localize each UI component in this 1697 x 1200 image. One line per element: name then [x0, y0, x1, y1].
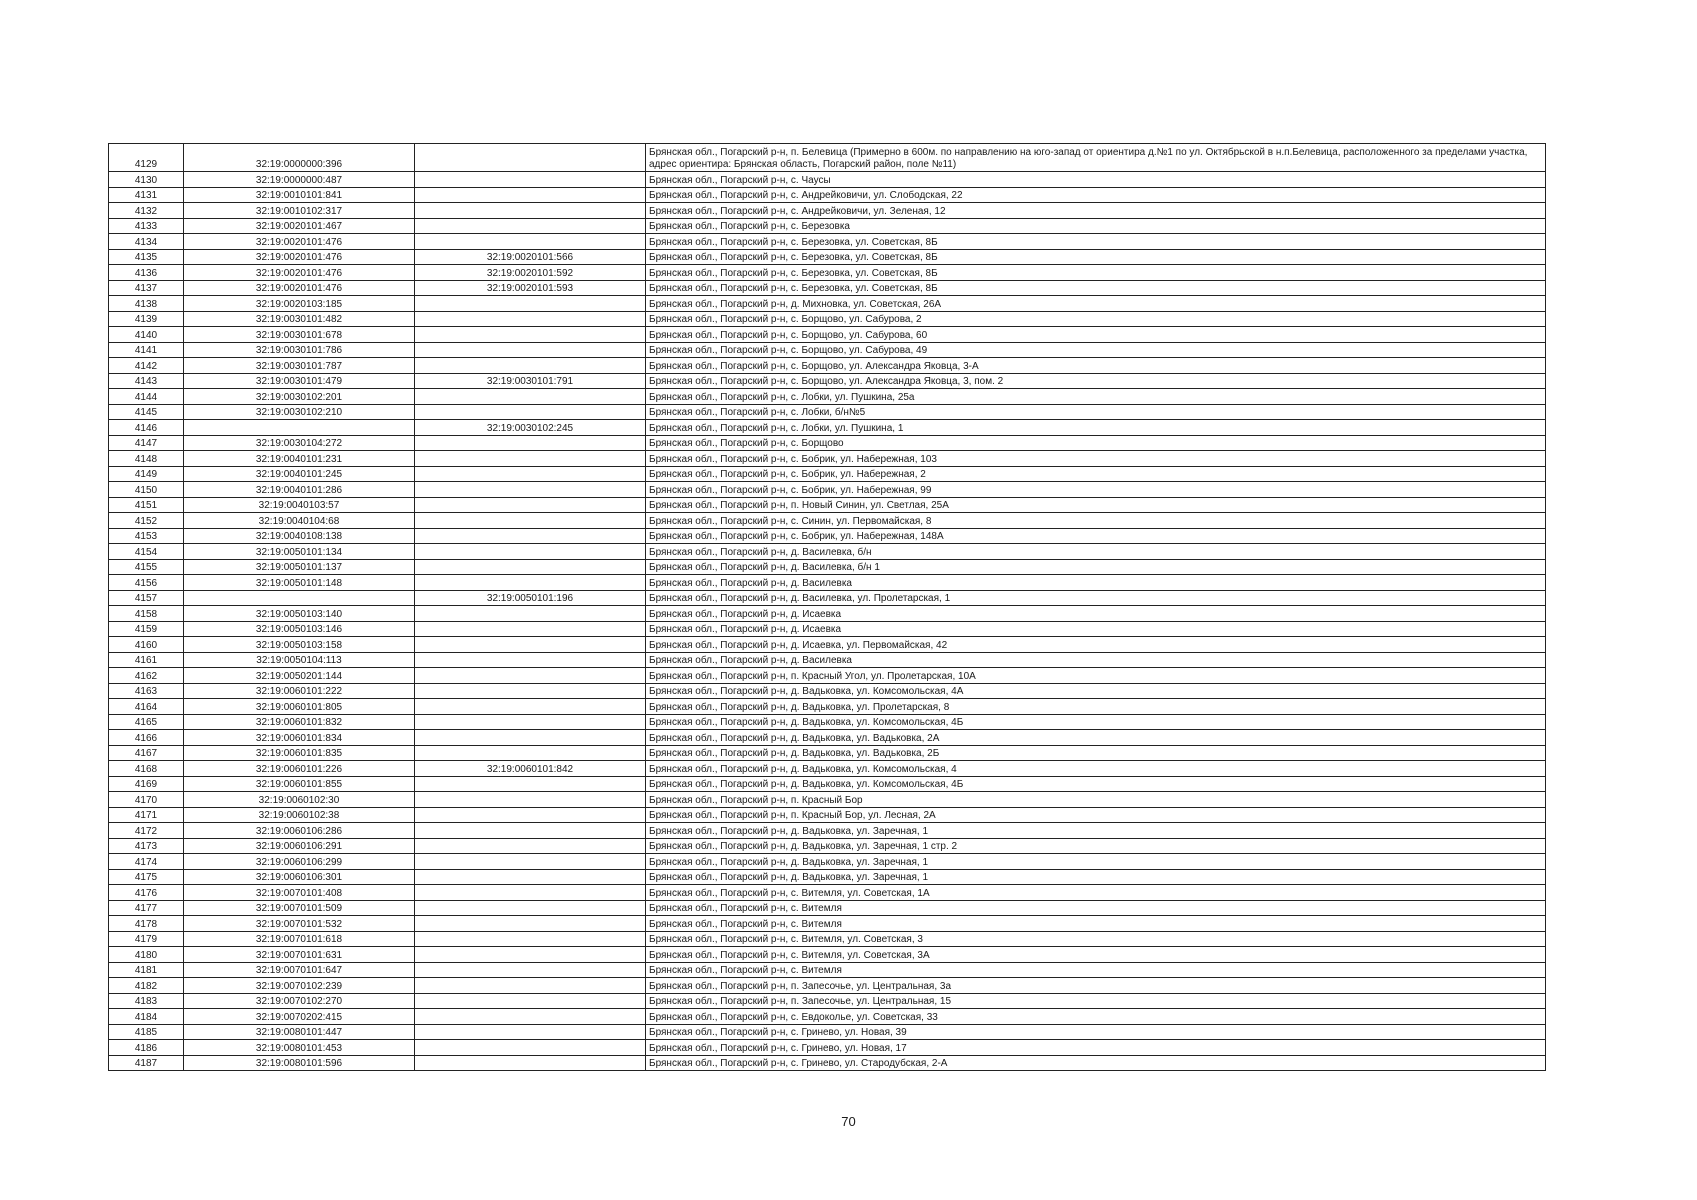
cadastral-number-2-cell: [415, 1024, 646, 1040]
table-row: [109, 1040, 1546, 1056]
row-number-cell: 4131: [109, 187, 184, 203]
row-number-cell: 4150: [109, 482, 184, 498]
table-row: [109, 931, 1546, 947]
table-row: [109, 823, 1546, 839]
row-number-cell: 4157: [109, 590, 184, 606]
row-number-cell: 4182: [109, 978, 184, 994]
cadastral-number-2-cell: [415, 1009, 646, 1025]
cadastral-number-cell: 32:19:0070102:239: [184, 978, 415, 994]
cadastral-number-cell: 32:19:0010102:317: [184, 203, 415, 219]
address-cell: Брянская обл., Погарский р-н, с. Витемля: [646, 962, 1546, 978]
cadastral-number-2-cell: [415, 637, 646, 653]
row-number-cell: 4138: [109, 296, 184, 312]
table-row: [109, 466, 1546, 482]
cadastral-number-2-cell: 32:19:0020101:593: [415, 280, 646, 296]
cadastral-number-2-cell: [415, 559, 646, 575]
cadastral-number-cell: 32:19:0060101:226: [184, 761, 415, 777]
table-row: [109, 187, 1546, 203]
row-number-cell: 4165: [109, 714, 184, 730]
table-row: [109, 993, 1546, 1009]
table-row: [109, 435, 1546, 451]
table-row: [109, 144, 1546, 172]
table-row: [109, 172, 1546, 188]
property-table: [108, 143, 1546, 1071]
cadastral-number-cell: 32:19:0070101:618: [184, 931, 415, 947]
cadastral-number-cell: 32:19:0050101:148: [184, 575, 415, 591]
row-number-cell: 4173: [109, 838, 184, 854]
address-cell: Брянская обл., Погарский р-н, с. Лобки, б/н№5: [646, 404, 1546, 420]
row-number-cell: 4176: [109, 885, 184, 901]
table-row: [109, 807, 1546, 823]
row-number-cell: 4153: [109, 528, 184, 544]
cadastral-number-cell: 32:19:0050101:134: [184, 544, 415, 560]
address-cell: Брянская обл., Погарский р-н, с. Березовка, ул. Советская, 8Б: [646, 249, 1546, 265]
row-number-cell: 4135: [109, 249, 184, 265]
address-cell: Брянская обл., Погарский р-н, д. Василевка, ул. Пролетарская, 1: [646, 590, 1546, 606]
row-number-cell: 4180: [109, 947, 184, 963]
row-number-cell: 4133: [109, 218, 184, 234]
cadastral-number-2-cell: [415, 900, 646, 916]
cadastral-number-cell: 32:19:0070202:415: [184, 1009, 415, 1025]
table-row: [109, 249, 1546, 265]
cadastral-number-2-cell: [415, 528, 646, 544]
table-row: [109, 280, 1546, 296]
row-number-cell: 4156: [109, 575, 184, 591]
address-cell: Брянская обл., Погарский р-н, д. Вадьковка, ул. Заречная, 1 стр. 2: [646, 838, 1546, 854]
cadastral-number-2-cell: [415, 435, 646, 451]
address-cell: Брянская обл., Погарский р-н, с. Андрейковичи, ул. Слободская, 22: [646, 187, 1546, 203]
table-row: [109, 885, 1546, 901]
table-row: [109, 683, 1546, 699]
table-row: [109, 544, 1546, 560]
table-row: [109, 900, 1546, 916]
cadastral-number-2-cell: 32:19:0020101:566: [415, 249, 646, 265]
table-row: [109, 652, 1546, 668]
table-row: [109, 1024, 1546, 1040]
cadastral-number-2-cell: [415, 296, 646, 312]
table-row: [109, 699, 1546, 715]
address-cell: Брянская обл., Погарский р-н, п. Запесочье, ул. Центральная, 3а: [646, 978, 1546, 994]
address-cell: Брянская обл., Погарский р-н, д. Исаевка, ул. Первомайская, 42: [646, 637, 1546, 653]
address-cell: Брянская обл., Погарский р-н, д. Василевка: [646, 652, 1546, 668]
address-cell: Брянская обл., Погарский р-н, с. Витемля, ул. Советская, 3А: [646, 947, 1546, 963]
address-cell: Брянская обл., Погарский р-н, д. Василевка: [646, 575, 1546, 591]
address-cell: Брянская обл., Погарский р-н, д. Исаевка: [646, 621, 1546, 637]
cadastral-number-cell: 32:19:0030101:482: [184, 311, 415, 327]
cadastral-number-2-cell: [415, 807, 646, 823]
cadastral-number-2-cell: [415, 730, 646, 746]
row-number-cell: 4179: [109, 931, 184, 947]
address-cell: Брянская обл., Погарский р-н, с. Витемля, ул. Советская, 1А: [646, 885, 1546, 901]
cadastral-number-2-cell: [415, 823, 646, 839]
cadastral-number-cell: 32:19:0040101:245: [184, 466, 415, 482]
row-number-cell: 4174: [109, 854, 184, 870]
cadastral-number-2-cell: [415, 389, 646, 405]
cadastral-number-cell: 32:19:0050103:158: [184, 637, 415, 653]
table-row: [109, 327, 1546, 343]
cadastral-number-2-cell: [415, 838, 646, 854]
table-row: [109, 296, 1546, 312]
address-cell: Брянская обл., Погарский р-н, с. Бобрик, ул. Набережная, 99: [646, 482, 1546, 498]
table-row: [109, 559, 1546, 575]
row-number-cell: 4175: [109, 869, 184, 885]
table-row: [109, 962, 1546, 978]
row-number-cell: 4158: [109, 606, 184, 622]
cadastral-number-cell: 32:19:0040101:231: [184, 451, 415, 467]
row-number-cell: 4183: [109, 993, 184, 1009]
cadastral-number-2-cell: [415, 792, 646, 808]
row-number-cell: 4169: [109, 776, 184, 792]
cadastral-number-cell: [184, 420, 415, 436]
address-cell: Брянская обл., Погарский р-н, д. Вадьковка, ул. Комсомольская, 4Б: [646, 714, 1546, 730]
cadastral-number-cell: 32:19:0060102:38: [184, 807, 415, 823]
row-number-cell: 4148: [109, 451, 184, 467]
address-cell: Брянская обл., Погарский р-н, с. Борщово, ул. Александра Яковца, 3-А: [646, 358, 1546, 374]
cadastral-number-cell: 32:19:0050201:144: [184, 668, 415, 684]
cadastral-number-cell: 32:19:0030102:210: [184, 404, 415, 420]
cadastral-number-cell: 32:19:0020101:467: [184, 218, 415, 234]
address-cell: Брянская обл., Погарский р-н, с. Березовка, ул. Советская, 8Б: [646, 234, 1546, 250]
cadastral-number-cell: 32:19:0060102:30: [184, 792, 415, 808]
table-row: [109, 838, 1546, 854]
row-number-cell: 4142: [109, 358, 184, 374]
cadastral-number-2-cell: [415, 652, 646, 668]
cadastral-number-2-cell: [415, 916, 646, 932]
cadastral-number-2-cell: 32:19:0030101:791: [415, 373, 646, 389]
cadastral-number-2-cell: [415, 683, 646, 699]
table-row: [109, 869, 1546, 885]
row-number-cell: 4143: [109, 373, 184, 389]
cadastral-number-2-cell: [415, 978, 646, 994]
cadastral-number-cell: 32:19:0060101:222: [184, 683, 415, 699]
cadastral-number-cell: 32:19:0040108:138: [184, 528, 415, 544]
cadastral-number-2-cell: [415, 544, 646, 560]
row-number-cell: 4172: [109, 823, 184, 839]
address-cell: Брянская обл., Погарский р-н, д. Василевка, б/н: [646, 544, 1546, 560]
cadastral-number-cell: 32:19:0050104:113: [184, 652, 415, 668]
table-row: [109, 342, 1546, 358]
cadastral-number-2-cell: [415, 513, 646, 529]
row-number-cell: 4181: [109, 962, 184, 978]
row-number-cell: 4155: [109, 559, 184, 575]
cadastral-number-2-cell: [415, 931, 646, 947]
address-cell: Брянская обл., Погарский р-н, с. Евдоколье, ул. Советская, 33: [646, 1009, 1546, 1025]
cadastral-number-2-cell: 32:19:0020101:592: [415, 265, 646, 281]
table-row: [109, 513, 1546, 529]
table-row: [109, 606, 1546, 622]
row-number-cell: 4159: [109, 621, 184, 637]
cadastral-number-cell: 32:19:0020101:476: [184, 280, 415, 296]
cadastral-number-cell: 32:19:0040101:286: [184, 482, 415, 498]
table-body: [109, 144, 1546, 1071]
address-cell: Брянская обл., Погарский р-н, д. Вадьковка, ул. Комсомольская, 4: [646, 761, 1546, 777]
cadastral-number-2-cell: [415, 962, 646, 978]
address-cell: Брянская обл., Погарский р-н, с. Чаусы: [646, 172, 1546, 188]
cadastral-number-2-cell: [415, 714, 646, 730]
row-number-cell: 4132: [109, 203, 184, 219]
cadastral-number-2-cell: [415, 187, 646, 203]
table-row: [109, 420, 1546, 436]
address-cell: Брянская обл., Погарский р-н, п. Красный Бор: [646, 792, 1546, 808]
cadastral-number-cell: 32:19:0060101:855: [184, 776, 415, 792]
address-cell: Брянская обл., Погарский р-н, с. Борщово, ул. Сабурова, 60: [646, 327, 1546, 343]
cadastral-number-2-cell: [415, 947, 646, 963]
table-row: [109, 373, 1546, 389]
cadastral-number-cell: 32:19:0060106:301: [184, 869, 415, 885]
cadastral-number-cell: 32:19:0060101:805: [184, 699, 415, 715]
row-number-cell: 4178: [109, 916, 184, 932]
cadastral-number-2-cell: [415, 358, 646, 374]
cadastral-number-2-cell: [415, 172, 646, 188]
table-row: [109, 745, 1546, 761]
address-cell: Брянская обл., Погарский р-н, с. Березовка: [646, 218, 1546, 234]
row-number-cell: 4141: [109, 342, 184, 358]
row-number-cell: 4145: [109, 404, 184, 420]
address-cell: Брянская обл., Погарский р-н, д. Вадьковка, ул. Заречная, 1: [646, 854, 1546, 870]
address-cell: Брянская обл., Погарский р-н, с. Синин, ул. Первомайская, 8: [646, 513, 1546, 529]
cadastral-number-2-cell: [415, 699, 646, 715]
row-number-cell: 4152: [109, 513, 184, 529]
row-number-cell: 4129: [109, 144, 184, 172]
table-row: [109, 234, 1546, 250]
cadastral-number-2-cell: [415, 993, 646, 1009]
cadastral-number-2-cell: [415, 1040, 646, 1056]
table-row: [109, 854, 1546, 870]
row-number-cell: 4186: [109, 1040, 184, 1056]
table-row: [109, 1009, 1546, 1025]
table-row: [109, 947, 1546, 963]
cadastral-number-cell: 32:19:0060101:835: [184, 745, 415, 761]
row-number-cell: 4146: [109, 420, 184, 436]
cadastral-number-2-cell: [415, 575, 646, 591]
cadastral-number-2-cell: [415, 1055, 646, 1071]
cadastral-number-2-cell: [415, 342, 646, 358]
cadastral-number-cell: 32:19:0050101:137: [184, 559, 415, 575]
cadastral-number-2-cell: [415, 885, 646, 901]
cadastral-number-cell: 32:19:0080101:447: [184, 1024, 415, 1040]
cadastral-number-2-cell: [415, 466, 646, 482]
cadastral-number-cell: 32:19:0010101:841: [184, 187, 415, 203]
cadastral-number-2-cell: [415, 745, 646, 761]
table-row: [109, 497, 1546, 513]
row-number-cell: 4185: [109, 1024, 184, 1040]
table-row: [109, 482, 1546, 498]
cadastral-number-2-cell: 32:19:0030102:245: [415, 420, 646, 436]
row-number-cell: 4144: [109, 389, 184, 405]
address-cell: Брянская обл., Погарский р-н, с. Гринево, ул. Новая, 39: [646, 1024, 1546, 1040]
address-cell: Брянская обл., Погарский р-н, д. Вадьковка, ул. Заречная, 1: [646, 823, 1546, 839]
table-row: [109, 389, 1546, 405]
table-row: [109, 916, 1546, 932]
cadastral-number-cell: 32:19:0070101:509: [184, 900, 415, 916]
cadastral-number-cell: 32:19:0080101:453: [184, 1040, 415, 1056]
cadastral-number-cell: 32:19:0050103:140: [184, 606, 415, 622]
address-cell: Брянская обл., Погарский р-н, с. Гринево, ул. Новая, 17: [646, 1040, 1546, 1056]
cadastral-number-cell: 32:19:0060106:291: [184, 838, 415, 854]
address-cell: Брянская обл., Погарский р-н, п. Красный Бор, ул. Лесная, 2А: [646, 807, 1546, 823]
cadastral-number-2-cell: [415, 144, 646, 172]
cadastral-number-cell: 32:19:0020103:185: [184, 296, 415, 312]
cadastral-number-2-cell: [415, 854, 646, 870]
address-cell: Брянская обл., Погарский р-н, с. Борщово, ул. Александра Яковца, 3, пом. 2: [646, 373, 1546, 389]
cadastral-number-2-cell: [415, 451, 646, 467]
row-number-cell: 4168: [109, 761, 184, 777]
address-cell: Брянская обл., Погарский р-н, д. Исаевка: [646, 606, 1546, 622]
address-cell: Брянская обл., Погарский р-н, с. Лобки, ул. Пушкина, 25а: [646, 389, 1546, 405]
table-row: [109, 776, 1546, 792]
row-number-cell: 4171: [109, 807, 184, 823]
row-number-cell: 4147: [109, 435, 184, 451]
address-cell: Брянская обл., Погарский р-н, д. Василевка, б/н 1: [646, 559, 1546, 575]
row-number-cell: 4130: [109, 172, 184, 188]
cadastral-number-cell: 32:19:0060101:832: [184, 714, 415, 730]
row-number-cell: 4140: [109, 327, 184, 343]
row-number-cell: 4164: [109, 699, 184, 715]
address-cell: Брянская обл., Погарский р-н, с. Гринево, ул. Стародубская, 2-А: [646, 1055, 1546, 1071]
cadastral-number-cell: 32:19:0000000:396: [184, 144, 415, 172]
address-cell: Брянская обл., Погарский р-н, д. Вадьковка, ул. Пролетарская, 8: [646, 699, 1546, 715]
cadastral-number-cell: 32:19:0030102:201: [184, 389, 415, 405]
table-row: [109, 528, 1546, 544]
address-cell: Брянская обл., Погарский р-н, п. Новый Синин, ул. Светлая, 25А: [646, 497, 1546, 513]
table-row: [109, 451, 1546, 467]
table-row: [109, 621, 1546, 637]
cadastral-number-cell: 32:19:0030101:678: [184, 327, 415, 343]
table-row: [109, 358, 1546, 374]
cadastral-number-cell: 32:19:0030101:786: [184, 342, 415, 358]
table-row: [109, 637, 1546, 653]
row-number-cell: 4184: [109, 1009, 184, 1025]
row-number-cell: 4139: [109, 311, 184, 327]
table-row: [109, 265, 1546, 281]
address-cell: Брянская обл., Погарский р-н, д. Вадьковка, ул. Заречная, 1: [646, 869, 1546, 885]
address-cell: Брянская обл., Погарский р-н, с. Березовка, ул. Советская, 8Б: [646, 280, 1546, 296]
cadastral-number-cell: 32:19:0020101:476: [184, 265, 415, 281]
page-number: 70: [841, 1114, 856, 1129]
address-cell: Брянская обл., Погарский р-н, с. Борщово: [646, 435, 1546, 451]
row-number-cell: 4162: [109, 668, 184, 684]
cadastral-number-2-cell: [415, 869, 646, 885]
cadastral-number-cell: 32:19:0070101:647: [184, 962, 415, 978]
cadastral-number-cell: 32:19:0070101:532: [184, 916, 415, 932]
cadastral-number-2-cell: [415, 621, 646, 637]
cadastral-number-cell: 32:19:0030104:272: [184, 435, 415, 451]
address-cell: Брянская обл., Погарский р-н, с. Березовка, ул. Советская, 8Б: [646, 265, 1546, 281]
cadastral-number-cell: 32:19:0070101:408: [184, 885, 415, 901]
address-cell: Брянская обл., Погарский р-н, д. Вадьковка, ул. Вадьковка, 2А: [646, 730, 1546, 746]
cadastral-number-2-cell: [415, 776, 646, 792]
table-row: [109, 792, 1546, 808]
table-row: [109, 714, 1546, 730]
cadastral-number-2-cell: [415, 482, 646, 498]
table-row: [109, 761, 1546, 777]
cadastral-number-cell: 32:19:0070101:631: [184, 947, 415, 963]
table-row: [109, 590, 1546, 606]
row-number-cell: 4177: [109, 900, 184, 916]
address-cell: Брянская обл., Погарский р-н, п. Белевица (Примерно в 600м. по направлению на юго-запад от ориентира д.№1 по ул. Октябрьской в н.п.Белевица, расположенного за пределами участка, адрес ориентира: Брянская область, Погарский район, поле №11): [646, 144, 1546, 172]
row-number-cell: 4149: [109, 466, 184, 482]
cadastral-number-2-cell: [415, 497, 646, 513]
address-cell: Брянская обл., Погарский р-н, с. Бобрик, ул. Набережная, 103: [646, 451, 1546, 467]
cadastral-number-cell: 32:19:0030101:787: [184, 358, 415, 374]
row-number-cell: 4136: [109, 265, 184, 281]
cadastral-number-cell: 32:19:0070102:270: [184, 993, 415, 1009]
address-cell: Брянская обл., Погарский р-н, с. Андрейковичи, ул. Зеленая, 12: [646, 203, 1546, 219]
cadastral-number-cell: 32:19:0020101:476: [184, 234, 415, 250]
address-cell: Брянская обл., Погарский р-н, д. Вадьковка, ул. Комсомольская, 4А: [646, 683, 1546, 699]
table-row: [109, 978, 1546, 994]
cadastral-number-2-cell: [415, 327, 646, 343]
row-number-cell: 4166: [109, 730, 184, 746]
table-row: [109, 404, 1546, 420]
address-cell: Брянская обл., Погарский р-н, с. Борщово, ул. Сабурова, 2: [646, 311, 1546, 327]
address-cell: Брянская обл., Погарский р-н, с. Лобки, ул. Пушкина, 1: [646, 420, 1546, 436]
address-cell: Брянская обл., Погарский р-н, с. Бобрик, ул. Набережная, 148А: [646, 528, 1546, 544]
address-cell: Брянская обл., Погарский р-н, с. Витемля: [646, 900, 1546, 916]
address-cell: Брянская обл., Погарский р-н, с. Борщово, ул. Сабурова, 49: [646, 342, 1546, 358]
cadastral-number-cell: 32:19:0060101:834: [184, 730, 415, 746]
cadastral-number-cell: 32:19:0060106:299: [184, 854, 415, 870]
address-cell: Брянская обл., Погарский р-н, с. Бобрик, ул. Набережная, 2: [646, 466, 1546, 482]
address-cell: Брянская обл., Погарский р-н, д. Вадьковка, ул. Вадьковка, 2Б: [646, 745, 1546, 761]
cadastral-number-cell: 32:19:0030101:479: [184, 373, 415, 389]
cadastral-number-cell: 32:19:0040103:57: [184, 497, 415, 513]
address-cell: Брянская обл., Погарский р-н, п. Запесочье, ул. Центральная, 15: [646, 993, 1546, 1009]
cadastral-number-cell: 32:19:0060106:286: [184, 823, 415, 839]
cadastral-number-2-cell: [415, 311, 646, 327]
table-row: [109, 203, 1546, 219]
cadastral-number-2-cell: [415, 606, 646, 622]
cadastral-number-2-cell: [415, 404, 646, 420]
row-number-cell: 4161: [109, 652, 184, 668]
cadastral-number-2-cell: [415, 234, 646, 250]
cadastral-number-2-cell: [415, 218, 646, 234]
cadastral-number-2-cell: 32:19:0060101:842: [415, 761, 646, 777]
row-number-cell: 4134: [109, 234, 184, 250]
row-number-cell: 4160: [109, 637, 184, 653]
address-cell: Брянская обл., Погарский р-н, д. Вадьковка, ул. Комсомольская, 4Б: [646, 776, 1546, 792]
address-cell: Брянская обл., Погарский р-н, с. Витемля, ул. Советская, 3: [646, 931, 1546, 947]
table-row: [109, 668, 1546, 684]
table-row: [109, 311, 1546, 327]
row-number-cell: 4167: [109, 745, 184, 761]
cadastral-number-cell: 32:19:0040104:68: [184, 513, 415, 529]
cadastral-number-cell: 32:19:0080101:596: [184, 1055, 415, 1071]
table-row: [109, 575, 1546, 591]
cadastral-number-2-cell: 32:19:0050101:196: [415, 590, 646, 606]
address-cell: Брянская обл., Погарский р-н, п. Красный Угол, ул. Пролетарская, 10А: [646, 668, 1546, 684]
cadastral-number-2-cell: [415, 668, 646, 684]
row-number-cell: 4151: [109, 497, 184, 513]
address-cell: Брянская обл., Погарский р-н, д. Михновка, ул. Советская, 26А: [646, 296, 1546, 312]
cadastral-number-cell: 32:19:0000000:487: [184, 172, 415, 188]
table-row: [109, 1055, 1546, 1071]
table-row: [109, 218, 1546, 234]
cadastral-number-cell: 32:19:0050103:146: [184, 621, 415, 637]
row-number-cell: 4170: [109, 792, 184, 808]
row-number-cell: 4154: [109, 544, 184, 560]
cadastral-number-cell: [184, 590, 415, 606]
address-cell: Брянская обл., Погарский р-н, с. Витемля: [646, 916, 1546, 932]
row-number-cell: 4163: [109, 683, 184, 699]
row-number-cell: 4137: [109, 280, 184, 296]
table-row: [109, 730, 1546, 746]
cadastral-number-2-cell: [415, 203, 646, 219]
cadastral-number-cell: 32:19:0020101:476: [184, 249, 415, 265]
row-number-cell: 4187: [109, 1055, 184, 1071]
